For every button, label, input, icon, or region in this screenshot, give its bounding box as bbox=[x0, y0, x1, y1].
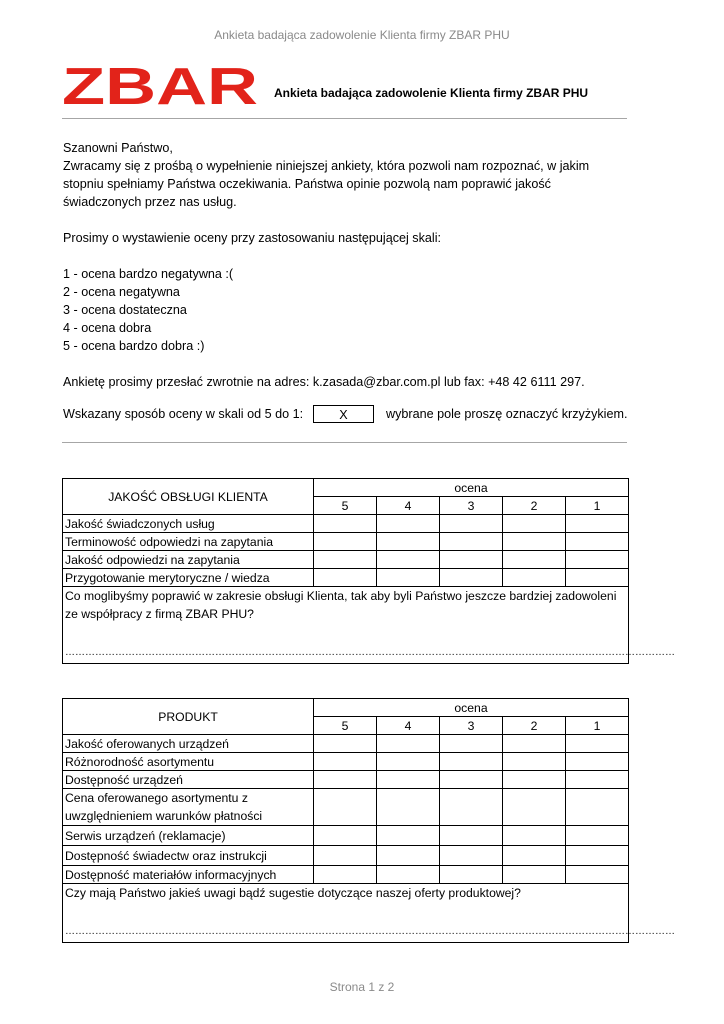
return-info: Ankietę prosimy przesłać zwrotnie na adres: k.zasada@zbar.com.pl lub fax: +48 42 6111 297. bbox=[63, 375, 585, 389]
rating-value: 1 bbox=[566, 717, 629, 735]
rating-value: 4 bbox=[377, 497, 440, 515]
rating-value: 1 bbox=[566, 497, 629, 515]
criterion-label: Terminowość odpowiedzi na zapytania bbox=[63, 533, 314, 551]
comment-question: Czy mają Państwo jakieś uwagi bądź sugestie dotyczące naszej oferty produktowej? bbox=[65, 886, 521, 900]
rating-value: 5 bbox=[314, 717, 377, 735]
rating-cell[interactable] bbox=[566, 569, 629, 587]
rating-cell[interactable] bbox=[377, 753, 440, 771]
product-table bbox=[62, 698, 675, 943]
svg-text:ZBAR: ZBAR bbox=[62, 58, 258, 116]
rating-cell[interactable] bbox=[566, 846, 629, 866]
criterion-line: Cena oferowanego asortymentu z bbox=[65, 791, 248, 805]
criterion-label: Dostępność świadectw oraz instrukcji bbox=[63, 846, 314, 866]
page-number: Strona 1 z 2 bbox=[329, 980, 395, 994]
scale-item: 1 - ocena bardzo negatywna :( bbox=[63, 267, 234, 281]
rating-cell[interactable] bbox=[566, 789, 629, 826]
criterion-label: Jakość świadczonych usług bbox=[63, 515, 314, 533]
rating-cell[interactable] bbox=[503, 753, 566, 771]
divider-top bbox=[62, 118, 627, 119]
rating-cell[interactable] bbox=[377, 533, 440, 551]
scale-intro: Prosimy o wystawienie oceny przy zastosowaniu następującej skali: bbox=[63, 231, 441, 245]
rating-value: 3 bbox=[440, 717, 503, 735]
rating-cell[interactable] bbox=[377, 735, 440, 753]
rating-cell[interactable] bbox=[440, 846, 503, 866]
rating-cell[interactable] bbox=[377, 866, 440, 884]
rating-cell[interactable] bbox=[503, 846, 566, 866]
rating-cell[interactable] bbox=[503, 789, 566, 826]
greeting: Szanowni Państwo, bbox=[63, 141, 173, 155]
rating-cell[interactable] bbox=[503, 533, 566, 551]
rating-cell[interactable] bbox=[503, 569, 566, 587]
service-quality-table bbox=[62, 478, 675, 664]
rating-cell[interactable] bbox=[314, 551, 377, 569]
rating-cell[interactable] bbox=[377, 846, 440, 866]
rating-cell[interactable] bbox=[314, 515, 377, 533]
criterion-label: Różnorodność asortymentu bbox=[63, 753, 314, 771]
rating-cell[interactable] bbox=[503, 826, 566, 846]
criterion-label: Dostępność materiałów informacyjnych bbox=[63, 866, 314, 884]
rating-cell[interactable] bbox=[503, 515, 566, 533]
rating-cell[interactable] bbox=[314, 533, 377, 551]
rating-label: ocena bbox=[314, 699, 629, 717]
rating-value: 4 bbox=[377, 717, 440, 735]
table-row bbox=[63, 826, 629, 846]
criterion-line: uwzględnieniem warunków płatności bbox=[65, 809, 263, 823]
criterion-label bbox=[63, 789, 314, 826]
comment-dotted-line: ………………………………………………………………………………………………………………………………………………………………… bbox=[65, 647, 675, 658]
rating-instruction: Wskazany sposób oceny w skali od 5 do 1: bbox=[63, 407, 304, 421]
rating-cell[interactable] bbox=[566, 735, 629, 753]
rating-cell[interactable] bbox=[377, 515, 440, 533]
rating-cell[interactable] bbox=[314, 789, 377, 826]
rating-cell[interactable] bbox=[440, 515, 503, 533]
comment-dotted-line: ………………………………………………………………………………………………………………………………………………………………… bbox=[65, 926, 675, 937]
rating-cell[interactable] bbox=[440, 533, 503, 551]
rating-cell[interactable] bbox=[377, 789, 440, 826]
rating-value: 5 bbox=[314, 497, 377, 515]
rating-cell[interactable] bbox=[566, 551, 629, 569]
rating-cell[interactable] bbox=[566, 866, 629, 884]
example-mark-box: X bbox=[313, 405, 374, 423]
improvement-comment-field[interactable] bbox=[63, 587, 675, 664]
table-row bbox=[63, 753, 629, 771]
rating-cell[interactable] bbox=[440, 735, 503, 753]
rating-cell[interactable] bbox=[314, 735, 377, 753]
rating-cell[interactable] bbox=[503, 735, 566, 753]
rating-cell[interactable] bbox=[566, 533, 629, 551]
rating-cell[interactable] bbox=[377, 569, 440, 587]
table-row bbox=[63, 569, 629, 587]
product-comment-field[interactable] bbox=[63, 884, 675, 943]
table-row bbox=[63, 789, 629, 826]
rating-cell[interactable] bbox=[377, 826, 440, 846]
scale-item: 4 - ocena dobra bbox=[63, 321, 152, 335]
rating-cell[interactable] bbox=[503, 771, 566, 789]
scale-item: 2 - ocena negatywna bbox=[63, 285, 180, 299]
scale-item: 5 - ocena bardzo dobra :) bbox=[63, 339, 205, 353]
zbar-logo bbox=[62, 58, 258, 116]
criterion-label: Dostępność urządzeń bbox=[63, 771, 314, 789]
criterion-label: Jakość oferowanych urządzeń bbox=[63, 735, 314, 753]
criterion-label: Przygotowanie merytoryczne / wiedza bbox=[63, 569, 314, 587]
section-title: JAKOŚĆ OBSŁUGI KLIENTA bbox=[63, 479, 314, 515]
table-row bbox=[63, 846, 629, 866]
scale-item: 3 - ocena dostateczna bbox=[63, 303, 187, 317]
rating-cell[interactable] bbox=[440, 771, 503, 789]
intro-paragraph: Zwracamy się z prośbą o wypełnienie niniejszej ankiety, która pozwoli nam rozpoznać, w jakim stopniu spełniamy Państwa oczekiwania. Państwa opinie pozwolą nam poprawić jakość świadczonych przez nas usług. bbox=[63, 159, 590, 209]
rating-cell[interactable] bbox=[440, 753, 503, 771]
rating-cell[interactable] bbox=[440, 789, 503, 826]
rating-cell[interactable] bbox=[440, 866, 503, 884]
table-row bbox=[63, 771, 629, 789]
table-row bbox=[63, 551, 629, 569]
table-row bbox=[63, 735, 629, 753]
section-title: PRODUKT bbox=[63, 699, 314, 735]
criterion-label: Jakość odpowiedzi na zapytania bbox=[63, 551, 314, 569]
rating-cell[interactable] bbox=[503, 866, 566, 884]
table-row bbox=[63, 533, 629, 551]
rating-cell[interactable] bbox=[314, 846, 377, 866]
rating-cell[interactable] bbox=[503, 551, 566, 569]
rating-cell[interactable] bbox=[314, 771, 377, 789]
rating-cell[interactable] bbox=[314, 569, 377, 587]
table-row bbox=[63, 515, 629, 533]
rating-cell[interactable] bbox=[377, 771, 440, 789]
criterion-label: Serwis urządzeń (reklamacje) bbox=[63, 826, 314, 846]
rating-cell[interactable] bbox=[314, 753, 377, 771]
rating-cell[interactable] bbox=[314, 826, 377, 846]
rating-cell[interactable] bbox=[440, 826, 503, 846]
rating-cell[interactable] bbox=[440, 569, 503, 587]
document-title: Ankieta badająca zadowolenie Klienta firmy ZBAR PHU bbox=[274, 86, 589, 100]
rating-note: wybrane pole proszę oznaczyć krzyżykiem. bbox=[386, 407, 628, 421]
comment-question: Co moglibyśmy poprawić w zakresie obsługi Klienta, tak aby byli Państwo jeszcze bardziej zadowoleni ze współpracy z firmą ZBAR PHU? bbox=[65, 589, 617, 621]
rating-cell[interactable] bbox=[566, 826, 629, 846]
rating-cell[interactable] bbox=[566, 771, 629, 789]
rating-value: 2 bbox=[503, 497, 566, 515]
rating-cell[interactable] bbox=[440, 551, 503, 569]
rating-value: 2 bbox=[503, 717, 566, 735]
intro-block bbox=[63, 139, 628, 391]
rating-label: ocena bbox=[314, 479, 629, 497]
rating-cell[interactable] bbox=[314, 866, 377, 884]
rating-cell[interactable] bbox=[377, 551, 440, 569]
table-row bbox=[63, 866, 629, 884]
rating-cell[interactable] bbox=[566, 753, 629, 771]
running-header: Ankieta badająca zadowolenie Klienta firmy ZBAR PHU bbox=[214, 28, 510, 42]
divider-middle bbox=[62, 442, 627, 443]
rating-cell[interactable] bbox=[566, 515, 629, 533]
rating-value: 3 bbox=[440, 497, 503, 515]
